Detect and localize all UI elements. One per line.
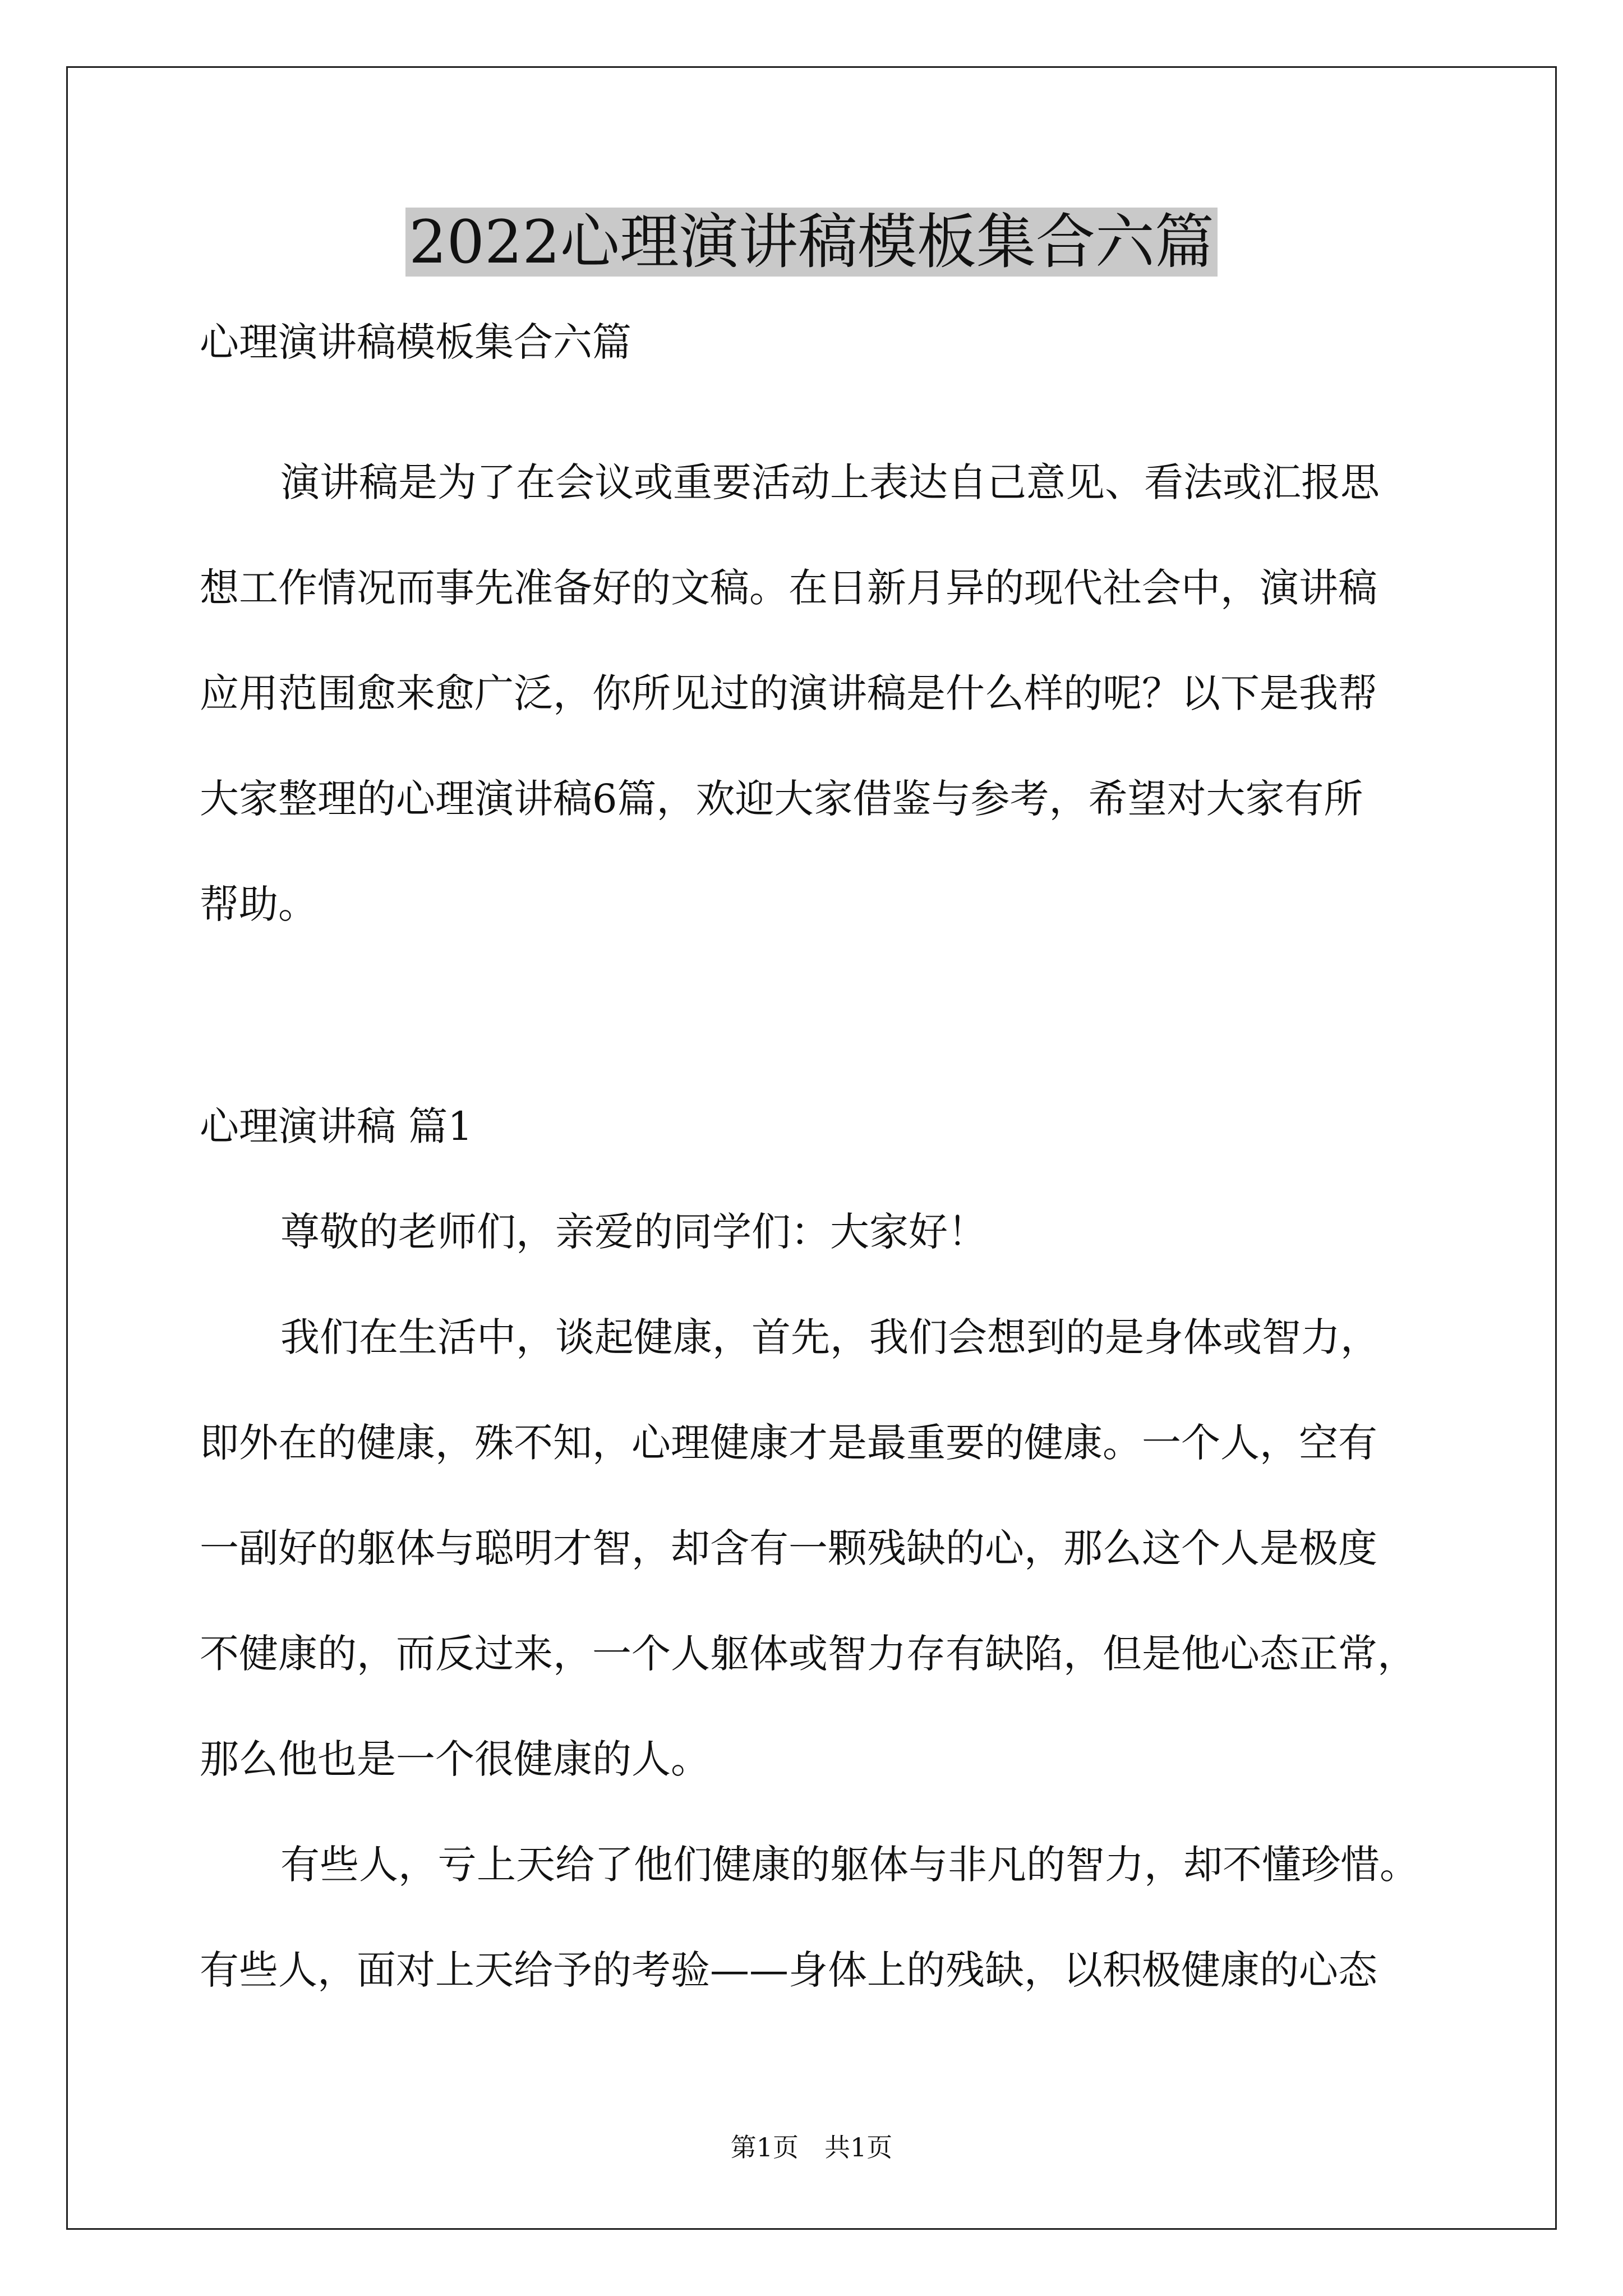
para1-line-1: 我们在生活中，谈起健康，首先，我们会想到的是身体或智力， bbox=[280, 1314, 1380, 1360]
document-title-text: 2022心理演讲稿模板集合六篇 bbox=[405, 208, 1218, 277]
para2-line-2: 有些人，面对上天给予的考验——身体上的残缺，以积极健康的心态 bbox=[200, 1947, 1377, 1993]
page-footer: 第1页 共1页 bbox=[730, 2132, 893, 2162]
intro-line-5: 帮助。 bbox=[200, 881, 317, 927]
para1-line-5: 那么他也是一个很健康的人。 bbox=[200, 1736, 710, 1782]
para1-line-2: 即外在的健康，殊不知，心理健康才是最重要的健康。一个人，空有 bbox=[200, 1420, 1377, 1466]
document-subtitle: 心理演讲稿模板集合六篇 bbox=[200, 319, 631, 365]
section-heading: 心理演讲稿 篇1 bbox=[200, 1103, 473, 1149]
intro-line-4: 大家整理的心理演讲稿6篇，欢迎大家借鉴与参考，希望对大家有所 bbox=[200, 776, 1363, 822]
para1-line-3: 一副好的躯体与聪明才智，却含有一颗残缺的心，那么这个人是极度 bbox=[200, 1525, 1377, 1571]
para2-line-1: 有些人，亏上天给了他们健康的躯体与非凡的智力，却不懂珍惜。 bbox=[280, 1842, 1419, 1888]
intro-line-3: 应用范围愈来愈广泛，你所见过的演讲稿是什么样的呢？以下是我帮 bbox=[200, 670, 1377, 716]
intro-line-1: 演讲稿是为了在会议或重要活动上表达自己意见、看法或汇报思 bbox=[280, 459, 1380, 505]
intro-line-2: 想工作情况而事先准备好的文稿。在日新月异的现代社会中，演讲稿 bbox=[200, 565, 1377, 611]
para1-line-4: 不健康的，而反过来，一个人躯体或智力存有缺陷，但是他心态正常， bbox=[200, 1631, 1417, 1677]
greeting: 尊敬的老师们，亲爱的同学们：大家好！ bbox=[280, 1209, 987, 1255]
document-title bbox=[0, 203, 1623, 282]
